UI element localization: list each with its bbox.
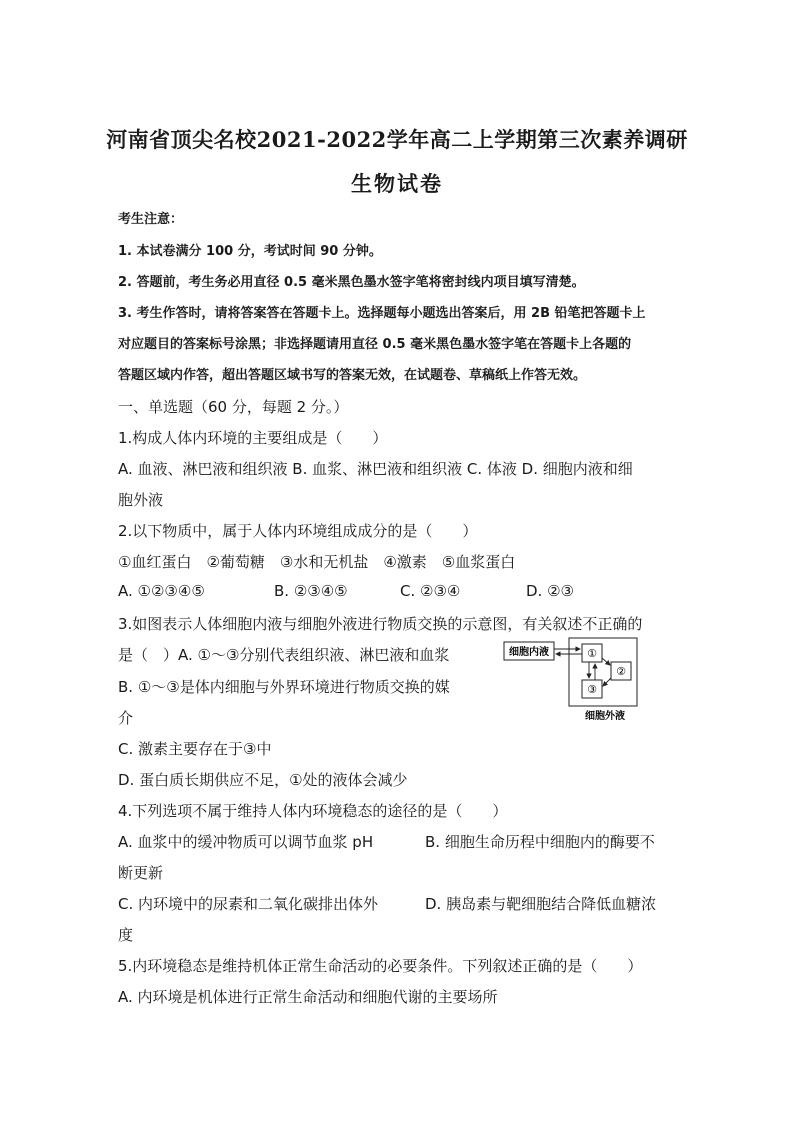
q2-items: ①血红蛋白 ②葡萄糖 ③水和无机盐 ④激素 ⑤血浆蛋白 (118, 553, 516, 571)
q2-option-d: D. ②③ (526, 582, 574, 600)
q4-option-b-cont: 断更新 (118, 864, 164, 882)
extracellular-box (569, 638, 637, 706)
q2-option-c: C. ②③④ (400, 582, 461, 600)
q3-option-b-cont: 介 (118, 709, 134, 727)
notice-line-3c: 答题区域内作答，超出答题区域书写的答案无效，在试题卷、草稿纸上作答无效。 (118, 368, 587, 383)
q2-option-a: A. ①②③④⑤ (118, 582, 205, 600)
fluid-label-2: ② (616, 665, 626, 678)
q4-option-c: C. 内环境中的尿素和二氧化碳排出体外 (118, 895, 379, 913)
section-heading: 一、单选题（60 分，每题 2 分。） (118, 398, 349, 416)
q3-option-b: B. ①～③是体内细胞与外界环境进行物质交换的媒 (118, 678, 450, 696)
q3-stem-cont: 是（ ）A. ①～③分别代表组织液、淋巴液和血浆 (118, 646, 450, 664)
exam-subtitle: 生物试卷 (351, 171, 443, 196)
fluid-exchange-diagram (503, 636, 651, 722)
notice-line-1: 1. 本试卷满分 100 分，考试时间 90 分钟。 (118, 244, 382, 259)
intracellular-label: 细胞内液 (509, 647, 549, 658)
q4-option-d: D. 胰岛素与靶细胞结合降低血糖浓 (425, 895, 657, 913)
q3-option-c: C. 激素主要存在于③中 (118, 740, 272, 758)
q4-stem: 4.下列选项不属于维持人体内环境稳态的途径的是（ ） (118, 802, 508, 820)
notice-heading: 考生注意： (118, 212, 184, 227)
q4-option-a: A. 血浆中的缓冲物质可以调节血浆 pH (118, 833, 374, 851)
q1-options-cont: 胞外液 (118, 491, 164, 509)
fluid-label-1: ① (587, 647, 597, 660)
q1-options: A. 血液、淋巴液和组织液 B. 血浆、淋巴液和组织液 C. 体液 D. 细胞内液和细 (118, 460, 633, 478)
arrow-1-to-2 (602, 658, 610, 665)
fluid-label-3: ③ (587, 683, 597, 696)
q1-stem: 1.构成人体内环境的主要组成是（ ） (118, 429, 388, 447)
q5-option-a: A. 内环境是机体进行正常生命活动和细胞代谢的主要场所 (118, 988, 498, 1006)
q2-stem: 2.以下物质中，属于人体内环境组成成分的是（ ） (118, 522, 478, 540)
q5-stem: 5.内环境稳态是维持机体正常生命活动的必要条件。下列叙述正确的是（ ） (118, 957, 643, 975)
q4-option-d-cont: 度 (118, 926, 134, 944)
notice-line-2: 2. 答题前，考生务必用直径 0.5 毫米黑色墨水签字笔将密封线内项目填写清楚。 (118, 275, 585, 290)
notice-line-3a: 3. 考生作答时，请将答案答在答题卡上。选择题每小题选出答案后，用 2B 铅笔把答题卡上 (118, 306, 646, 321)
exam-title: 河南省顶尖名校2021-2022学年高二上学期第三次素养调研 (106, 127, 688, 152)
q4-option-b: B. 细胞生命历程中细胞内的酶要不 (425, 833, 655, 851)
q3-stem: 3.如图表示人体细胞内液与细胞外液进行物质交换的示意图，有关叙述不正确的 (118, 615, 643, 633)
extracellular-label: 细胞外液 (585, 711, 625, 722)
notice-line-3b: 对应题目的答案标号涂黑；非选择题请用直径 0.5 毫米黑色墨水签字笔在答题卡上各题的 (118, 337, 632, 352)
arrow-2-to-3 (603, 678, 611, 686)
q2-option-b: B. ②③④⑤ (274, 582, 348, 600)
q3-option-d: D. 蛋白质长期供应不足，①处的液体会减少 (118, 771, 408, 789)
